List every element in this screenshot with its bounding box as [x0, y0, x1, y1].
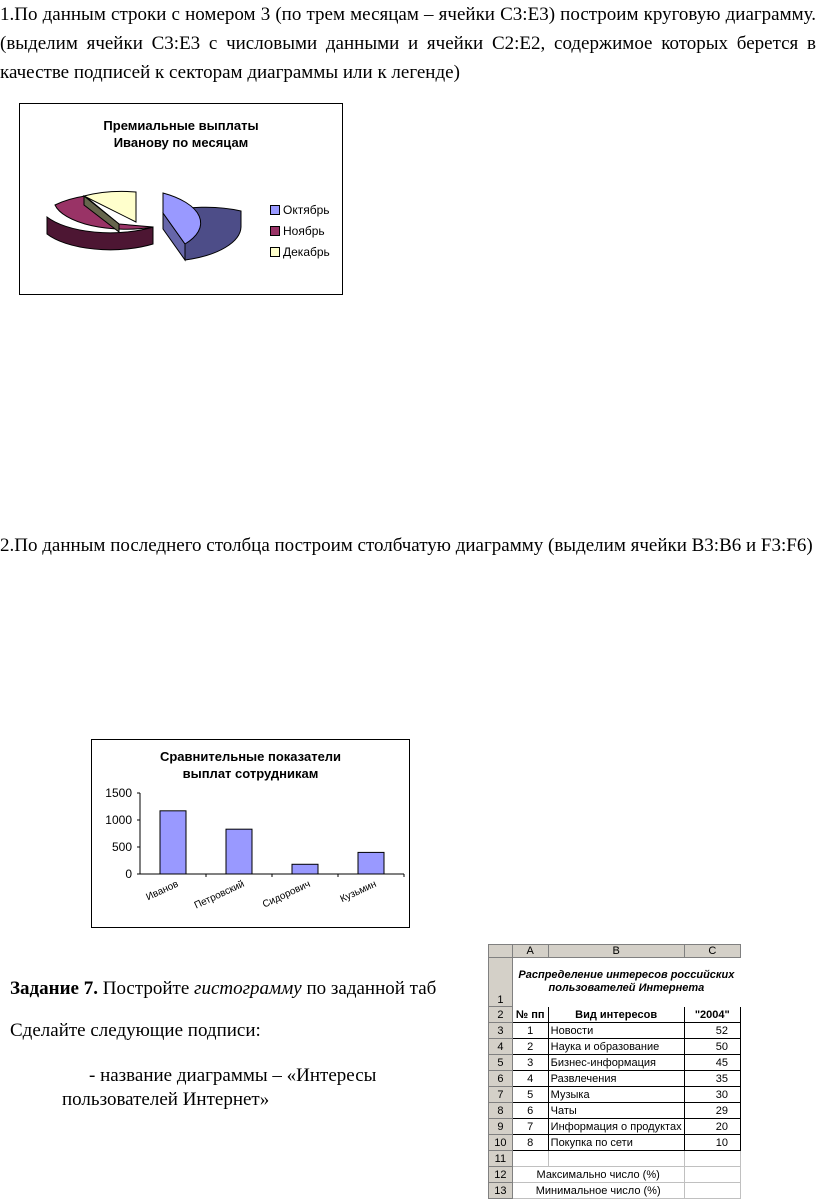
task-text-before: Постройте [97, 978, 195, 999]
cell-interest[interactable]: Информация о продуктах [548, 1119, 684, 1135]
pie-chart [19, 103, 343, 295]
task-label: Задание 7. [10, 978, 98, 999]
cell-interest[interactable]: Новости [548, 1023, 684, 1039]
y-tick-label: 500 [111, 840, 132, 854]
pie-plot [20, 104, 260, 294]
empty-cell[interactable] [512, 1151, 548, 1167]
table-row [489, 1135, 741, 1151]
row-header[interactable]: 6 [489, 1071, 513, 1087]
corner-cell[interactable] [489, 945, 513, 958]
sheet-row-13 [489, 1183, 741, 1199]
cell-number[interactable]: 7 [512, 1119, 548, 1135]
cell-number[interactable]: 1 [512, 1023, 548, 1039]
header-cell-year[interactable]: "2004" [684, 1007, 740, 1023]
cell-interest[interactable]: Покупка по сети [548, 1135, 684, 1151]
legend-item-december [270, 241, 330, 262]
cell-interest[interactable]: Чаты [548, 1103, 684, 1119]
row-header[interactable]: 9 [489, 1119, 513, 1135]
cell-value[interactable]: 50 [684, 1039, 740, 1055]
pie-title-line-1: Премиальные выплаты [103, 118, 259, 133]
task-line-2: Сделайте следующие подписи: [10, 1020, 261, 1041]
sheet-row-2 [489, 1007, 741, 1023]
row-header[interactable]: 1 [489, 958, 513, 1007]
row-header[interactable]: 5 [489, 1055, 513, 1071]
row-header[interactable]: 8 [489, 1103, 513, 1119]
y-tick-label: 0 [125, 867, 132, 881]
legend-swatch-december [270, 247, 280, 257]
x-tick-label: Сидорович [261, 878, 313, 911]
cell-interest[interactable]: Музыка [548, 1087, 684, 1103]
cell-value[interactable]: 35 [684, 1071, 740, 1087]
empty-cell[interactable] [548, 1151, 684, 1167]
x-tick-label: Кузьмин [338, 878, 379, 906]
cell-number[interactable]: 2 [512, 1039, 548, 1055]
table-row [489, 1039, 741, 1055]
table-row [489, 1055, 741, 1071]
cell-interest[interactable]: Бизнес-информация [548, 1055, 684, 1071]
row-header[interactable]: 7 [489, 1087, 513, 1103]
legend-swatch-october [270, 205, 280, 215]
pie-legend [270, 199, 330, 262]
bar [160, 811, 186, 874]
y-tick-label: 1500 [105, 786, 132, 800]
task-line-3: - название диаграммы – «Интересы [89, 1065, 377, 1086]
bar [292, 864, 318, 874]
legend-item-october [270, 199, 330, 220]
task-text-after: по заданной таб [301, 978, 437, 999]
y-tick-label: 1000 [105, 813, 132, 827]
bar-title-line-1: Сравнительные показатели [159, 749, 342, 764]
empty-cell[interactable] [684, 1151, 740, 1167]
bar-plot [92, 740, 409, 927]
bar-chart [91, 739, 410, 928]
cell-value[interactable]: 29 [684, 1103, 740, 1119]
row-header[interactable]: 3 [489, 1023, 513, 1039]
column-header-c[interactable]: C [684, 945, 740, 958]
x-tick-label: Иванов [144, 878, 181, 904]
sheet-row-12 [489, 1167, 741, 1183]
legend-label-october: Октябрь [283, 202, 330, 217]
cell-value[interactable]: 10 [684, 1135, 740, 1151]
row-header[interactable]: 2 [489, 1007, 513, 1023]
task-line-4: пользователей Интернет» [62, 1089, 270, 1110]
cell-number[interactable]: 4 [512, 1071, 548, 1087]
task-heading [10, 977, 436, 1001]
spreadsheet [488, 944, 741, 1197]
row-header[interactable]: 4 [489, 1039, 513, 1055]
table-row [489, 1119, 741, 1135]
cell-value[interactable]: 20 [684, 1119, 740, 1135]
legend-label-december: Декабрь [283, 244, 330, 259]
column-header-row [489, 945, 741, 958]
column-header-b[interactable]: B [548, 945, 684, 958]
header-cell-interest[interactable]: Вид интересов [548, 1007, 684, 1023]
row-header[interactable]: 13 [489, 1183, 513, 1199]
pie-title-line-2: Иванову по месяцам [113, 135, 249, 150]
cell-min-value[interactable] [684, 1183, 740, 1199]
table-caption[interactable]: Распределение интересов российских пользователей Интернета [512, 958, 740, 1007]
sheet-row-11 [489, 1151, 741, 1167]
cell-value[interactable]: 45 [684, 1055, 740, 1071]
legend-swatch-november [270, 226, 280, 236]
cell-value[interactable]: 52 [684, 1023, 740, 1039]
row-header[interactable]: 11 [489, 1151, 513, 1167]
cell-value[interactable]: 30 [684, 1087, 740, 1103]
x-tick-label: Петровский [192, 878, 247, 912]
table-row [489, 1087, 741, 1103]
cell-interest[interactable]: Развлечения [548, 1071, 684, 1087]
cell-max-label[interactable]: Максимально число (%) [512, 1167, 684, 1183]
column-header-a[interactable]: A [512, 945, 548, 958]
bar-title-line-2: выплат сотрудникам [182, 766, 319, 781]
sheet-row-1 [489, 958, 741, 1007]
legend-item-november [270, 220, 330, 241]
row-header[interactable]: 10 [489, 1135, 513, 1151]
paragraph-1: 1.По данным строки с номером 3 (по трем месяцам – ячейки C3:E3) построим круговую диаграмму. (выделим ячейки C3:E3 с числовыми данными и ячейки С2:Е2, содержимое которых берется в качестве подписей к секторам диаграммы или к легенде) [0, 4, 816, 83]
task-text-italic: гистограмму [194, 978, 302, 999]
cell-max-value[interactable] [684, 1167, 740, 1183]
table-row [489, 1103, 741, 1119]
cell-number[interactable]: 6 [512, 1103, 548, 1119]
header-cell-number[interactable]: № пп [512, 1007, 548, 1023]
table-row [489, 1023, 741, 1039]
cell-number[interactable]: 3 [512, 1055, 548, 1071]
table-row [489, 1071, 741, 1087]
row-header[interactable]: 12 [489, 1167, 513, 1183]
cell-number[interactable]: 5 [512, 1087, 548, 1103]
bar [226, 829, 252, 874]
spreadsheet-table [488, 944, 741, 1199]
bar [358, 852, 384, 874]
cell-min-label[interactable]: Минимальное число (%) [512, 1183, 684, 1199]
paragraph-2: 2.По данным последнего столбца построим столбчатую диаграмму (выделим ячейки B3:B6 и F3:F6) [0, 535, 813, 556]
legend-label-november: Ноябрь [283, 223, 325, 238]
cell-number[interactable]: 8 [512, 1135, 548, 1151]
cell-interest[interactable]: Наука и образование [548, 1039, 684, 1055]
